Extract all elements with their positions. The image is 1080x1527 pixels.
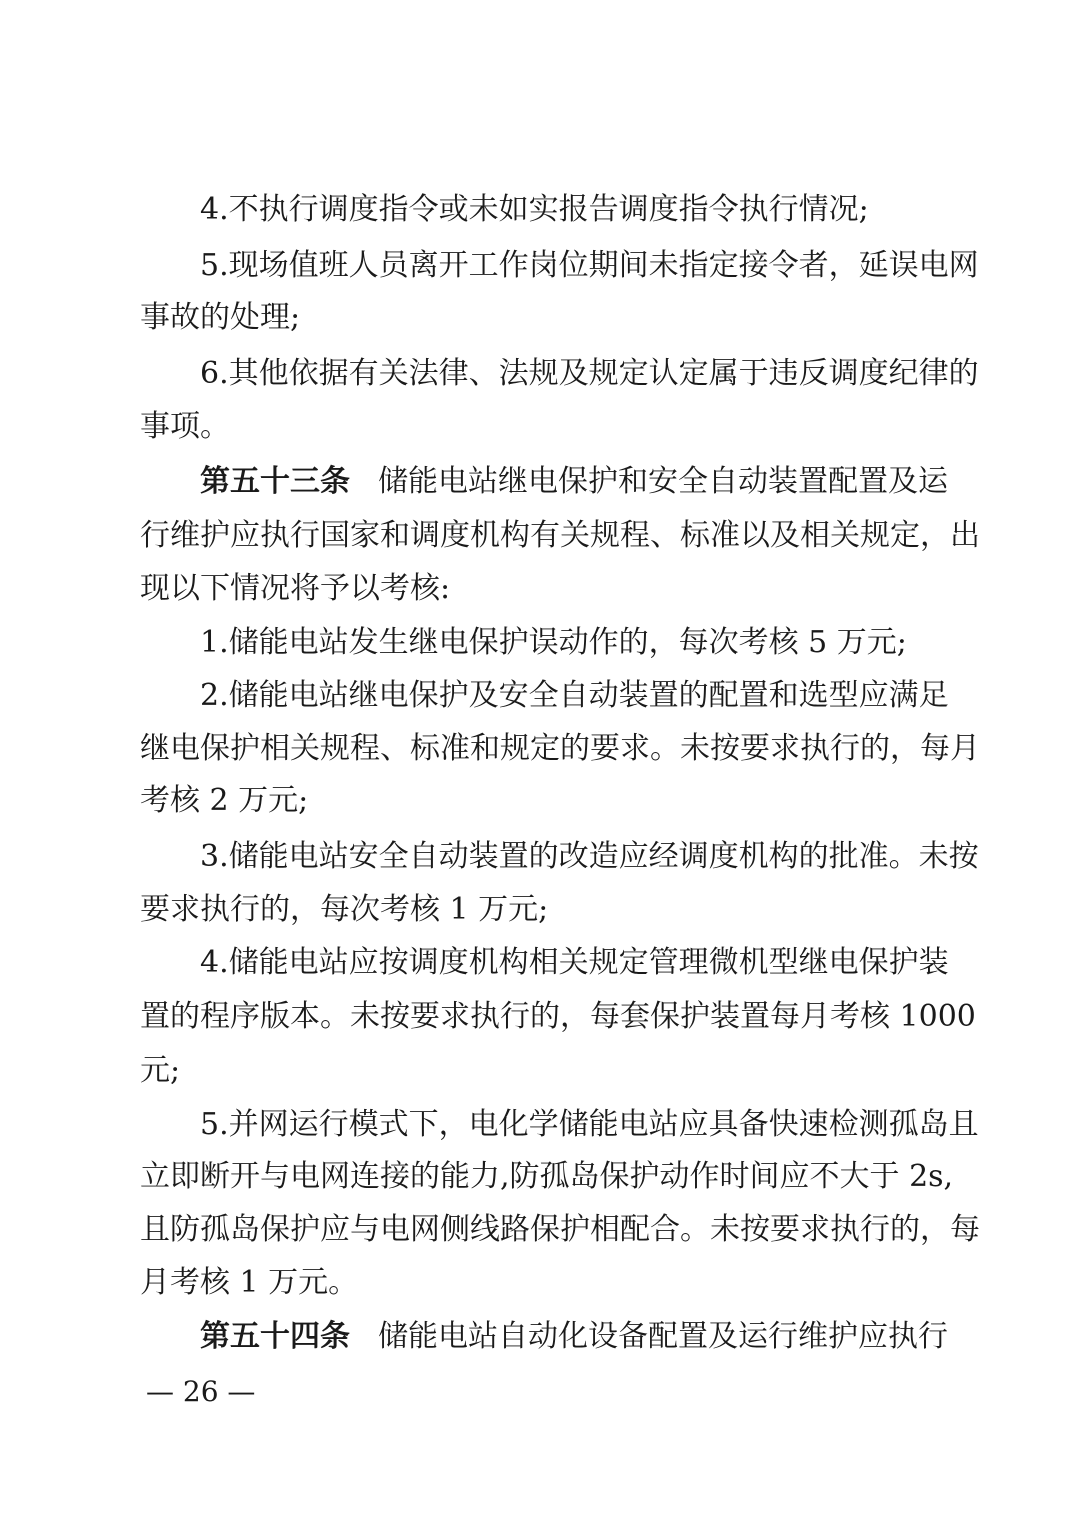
paragraph-line <box>0 990 1080 1044</box>
text-item-6a: 6.其他依据有关法律、法规及规定认定属于违反调度纪律的 <box>200 356 979 391</box>
paragraph-line <box>0 291 1080 345</box>
paragraph-line <box>0 774 1080 828</box>
text-a53-4b: 置的程序版本。未按要求执行的，每套保护装置每月考核 1000 <box>140 999 976 1034</box>
paragraph-line <box>0 509 1080 563</box>
text-item-6b: 事项。 <box>140 409 230 444</box>
text-item-5a: 5.现场值班人员离开工作岗位期间未指定接令者，延误电网 <box>200 248 979 283</box>
paragraph-line <box>0 1310 1080 1364</box>
paragraph-line <box>0 1098 1080 1152</box>
text-a53-5c: 且防孤岛保护应与电网侧线路保护相配合。未按要求执行的，每 <box>140 1212 980 1247</box>
paragraph-line <box>0 562 1080 616</box>
text-a53-3a: 3.储能电站安全自动装置的改造应经调度机构的批准。未按 <box>200 839 979 874</box>
text-art53-a: 储能电站继电保护和安全自动装置配置及运 <box>378 464 948 499</box>
paragraph-line <box>0 239 1080 293</box>
paragraph-line <box>0 883 1080 937</box>
text-item-5b: 事故的处理; <box>140 300 301 335</box>
paragraph-line <box>0 1044 1080 1098</box>
article-54-heading: 第五十四条 <box>200 1319 350 1354</box>
text-a53-2c: 考核 2 万元; <box>140 783 309 818</box>
paragraph-line <box>0 830 1080 884</box>
paragraph-line <box>0 1150 1080 1204</box>
text-art53-c: 现以下情况将予以考核: <box>140 571 451 606</box>
paragraph-line <box>0 1203 1080 1257</box>
text-art54-a: 储能电站自动化设备配置及运行维护应执行 <box>378 1319 948 1354</box>
text-a53-5b: 立即断开与电网连接的能力,防孤岛保护动作时间应不大于 2s, <box>140 1159 954 1194</box>
text-a53-4a: 4.储能电站应按调度机构相关规定管理微机型继电保护装 <box>200 945 949 980</box>
paragraph-line <box>0 936 1080 990</box>
text-a53-1: 1.储能电站发生继电保护误动作的，每次考核 5 万元; <box>200 625 907 660</box>
text-a53-5d: 月考核 1 万元。 <box>140 1265 359 1300</box>
page-number: — 26 — <box>146 1375 256 1408</box>
paragraph-line <box>0 722 1080 776</box>
paragraph-line <box>0 669 1080 723</box>
text-a53-3b: 要求执行的，每次考核 1 万元; <box>140 892 549 927</box>
text-a53-4c: 元; <box>140 1053 181 1088</box>
paragraph-line <box>0 616 1080 670</box>
paragraph-line <box>0 1256 1080 1310</box>
paragraph-line <box>0 400 1080 454</box>
text-a53-2a: 2.储能电站继电保护及安全自动装置的配置和选型应满足 <box>200 678 949 713</box>
article-53-heading: 第五十三条 <box>200 464 350 499</box>
text-a53-2b: 继电保护相关规程、标准和规定的要求。未按要求执行的，每月 <box>140 731 980 766</box>
paragraph-line <box>0 455 1080 509</box>
text-item-4: 4.不执行调度指令或未如实报告调度指令执行情况; <box>200 192 869 227</box>
text-a53-5a: 5.并网运行模式下，电化学储能电站应具备快速检测孤岛且 <box>200 1107 979 1142</box>
paragraph-line <box>0 183 1080 237</box>
text-art53-b: 行维护应执行国家和调度机构有关规程、标准以及相关规定，出 <box>140 518 980 553</box>
paragraph-line <box>0 347 1080 401</box>
